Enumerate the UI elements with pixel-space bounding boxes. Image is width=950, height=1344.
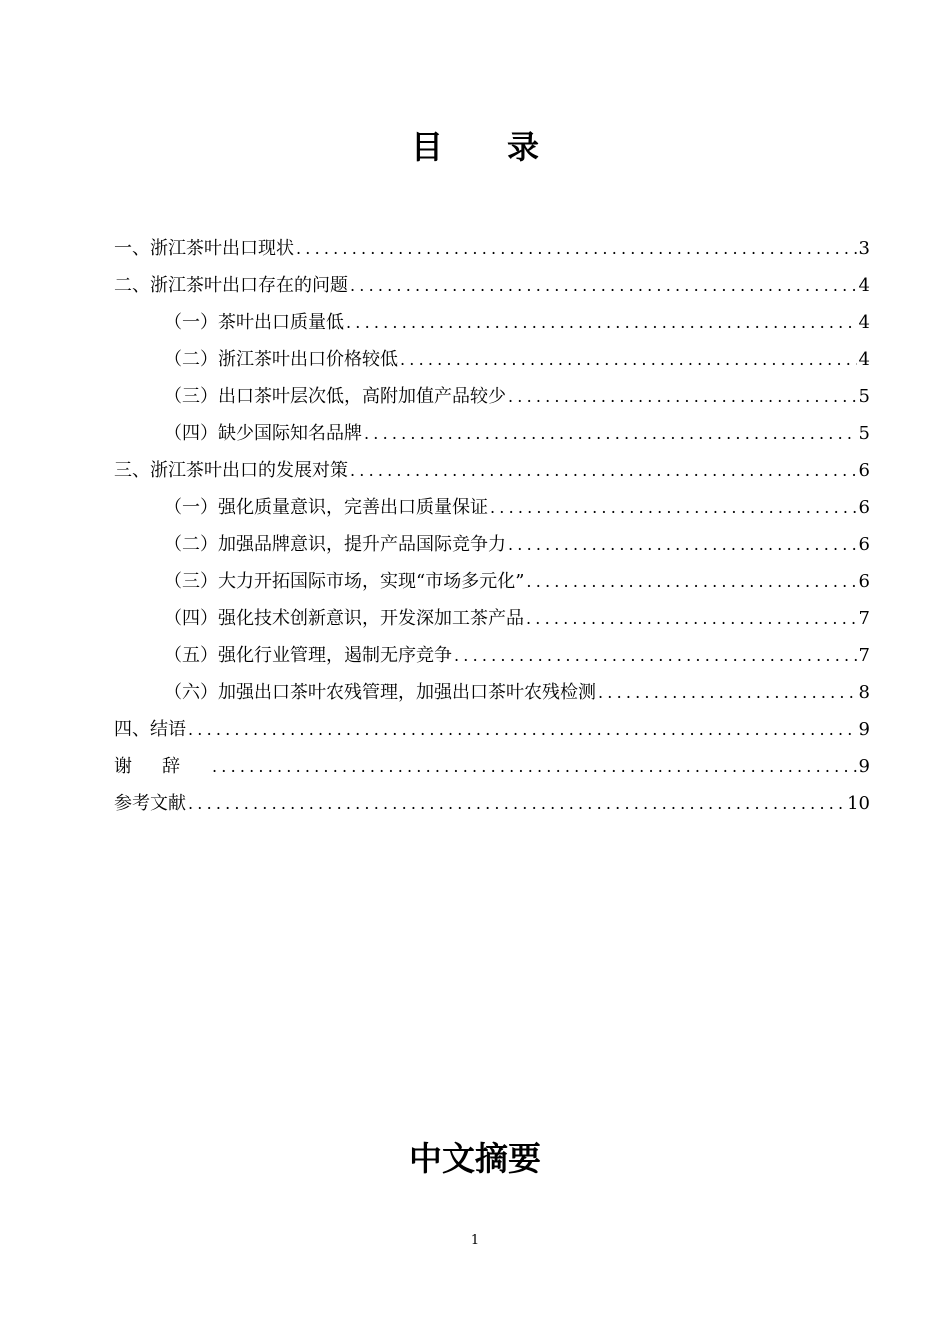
toc-entry[interactable] bbox=[114, 267, 870, 304]
toc-leader-dots bbox=[454, 637, 857, 674]
toc-entry-page: 9 bbox=[858, 756, 870, 777]
toc-entry[interactable] bbox=[114, 748, 870, 785]
toc-entry[interactable] bbox=[114, 489, 870, 526]
toc-entry-page: 7 bbox=[858, 645, 870, 666]
toc-entry-text: （六）加强出口茶叶农残管理，加强出口茶叶农残检测 bbox=[164, 682, 596, 703]
toc-entry-text: 三、浙江茶叶出口的发展对策 bbox=[114, 460, 348, 481]
toc-entry[interactable] bbox=[114, 711, 870, 748]
toc-entry[interactable] bbox=[114, 526, 870, 563]
toc-entry-text: （四）强化技术创新意识，开发深加工茶产品 bbox=[164, 608, 524, 629]
toc-entry-text: （五）强化行业管理，遏制无序竞争 bbox=[164, 645, 452, 666]
toc-entry-text: 四、结语 bbox=[114, 719, 186, 740]
toc-entry[interactable] bbox=[114, 341, 870, 378]
toc-entry[interactable] bbox=[114, 637, 870, 674]
toc-entry-page: 5 bbox=[858, 386, 870, 407]
toc-entry-page: 6 bbox=[858, 497, 870, 518]
toc-title-char-2: 录 bbox=[507, 128, 540, 167]
toc-title bbox=[0, 127, 950, 167]
toc-entry-text: 二、浙江茶叶出口存在的问题 bbox=[114, 275, 348, 296]
toc-entry-text: 一、浙江茶叶出口现状 bbox=[114, 238, 294, 259]
toc-entry-text: （二）浙江茶叶出口价格较低 bbox=[164, 349, 398, 370]
page-number: 1 bbox=[470, 1233, 480, 1248]
toc-entry[interactable] bbox=[114, 785, 870, 822]
toc-entry-text: 参考文献 bbox=[114, 793, 186, 814]
toc-entry-page: 8 bbox=[858, 682, 870, 703]
toc-entry-text: （二）加强品牌意识，提升产品国际竞争力 bbox=[164, 534, 506, 555]
toc-entry-text: （一）强化质量意识，完善出口质量保证 bbox=[164, 497, 488, 518]
toc-leader-dots bbox=[188, 785, 845, 822]
toc-entry-text: （四）缺少国际知名品牌 bbox=[164, 423, 362, 444]
toc-entry[interactable] bbox=[114, 378, 870, 415]
toc-entry[interactable] bbox=[114, 563, 870, 600]
toc-leader-dots bbox=[364, 415, 857, 452]
toc-entry-page: 7 bbox=[858, 608, 870, 629]
toc-entry-page: 5 bbox=[858, 423, 870, 444]
toc-entry-page: 6 bbox=[858, 460, 870, 481]
toc-leader-dots bbox=[526, 563, 856, 600]
toc-entry-page: 4 bbox=[858, 349, 870, 370]
toc-leader-dots bbox=[400, 341, 857, 378]
toc-leader-dots bbox=[526, 600, 857, 637]
toc-entry-text: （一）茶叶出口质量低 bbox=[164, 312, 344, 333]
toc-leader-dots bbox=[346, 304, 857, 341]
toc-entry-page: 3 bbox=[858, 238, 870, 259]
toc-leader-dots bbox=[188, 711, 857, 748]
table-of-contents bbox=[114, 230, 870, 822]
toc-leader-dots bbox=[508, 378, 857, 415]
toc-leader-dots bbox=[212, 748, 857, 785]
toc-entry-page: 6 bbox=[858, 571, 870, 592]
toc-entry-text: 谢辞 bbox=[114, 756, 210, 777]
toc-entry-text: （三）大力开拓国际市场，实现“市场多元化” bbox=[164, 571, 525, 592]
toc-entry[interactable] bbox=[114, 230, 870, 267]
toc-leader-dots bbox=[490, 489, 857, 526]
toc-entry-page: 6 bbox=[858, 534, 870, 555]
toc-entry[interactable] bbox=[114, 304, 870, 341]
toc-entry[interactable] bbox=[114, 452, 870, 489]
toc-leader-dots bbox=[296, 230, 857, 267]
toc-entry-page: 9 bbox=[858, 719, 870, 740]
toc-entry[interactable] bbox=[114, 674, 870, 711]
toc-title-char-1: 目 bbox=[410, 128, 443, 167]
toc-entry-text: （三）出口茶叶层次低，高附加值产品较少 bbox=[164, 386, 506, 407]
abstract-title: 中文摘要 bbox=[409, 1139, 541, 1179]
toc-entry[interactable] bbox=[114, 600, 870, 637]
toc-entry-page: 4 bbox=[858, 312, 870, 333]
toc-entry-page: 4 bbox=[858, 275, 870, 296]
toc-leader-dots bbox=[508, 526, 857, 563]
toc-leader-dots bbox=[598, 674, 857, 711]
toc-leader-dots bbox=[350, 452, 857, 489]
toc-entry-page: 10 bbox=[847, 793, 870, 814]
toc-entry[interactable] bbox=[114, 415, 870, 452]
toc-leader-dots bbox=[350, 267, 857, 304]
